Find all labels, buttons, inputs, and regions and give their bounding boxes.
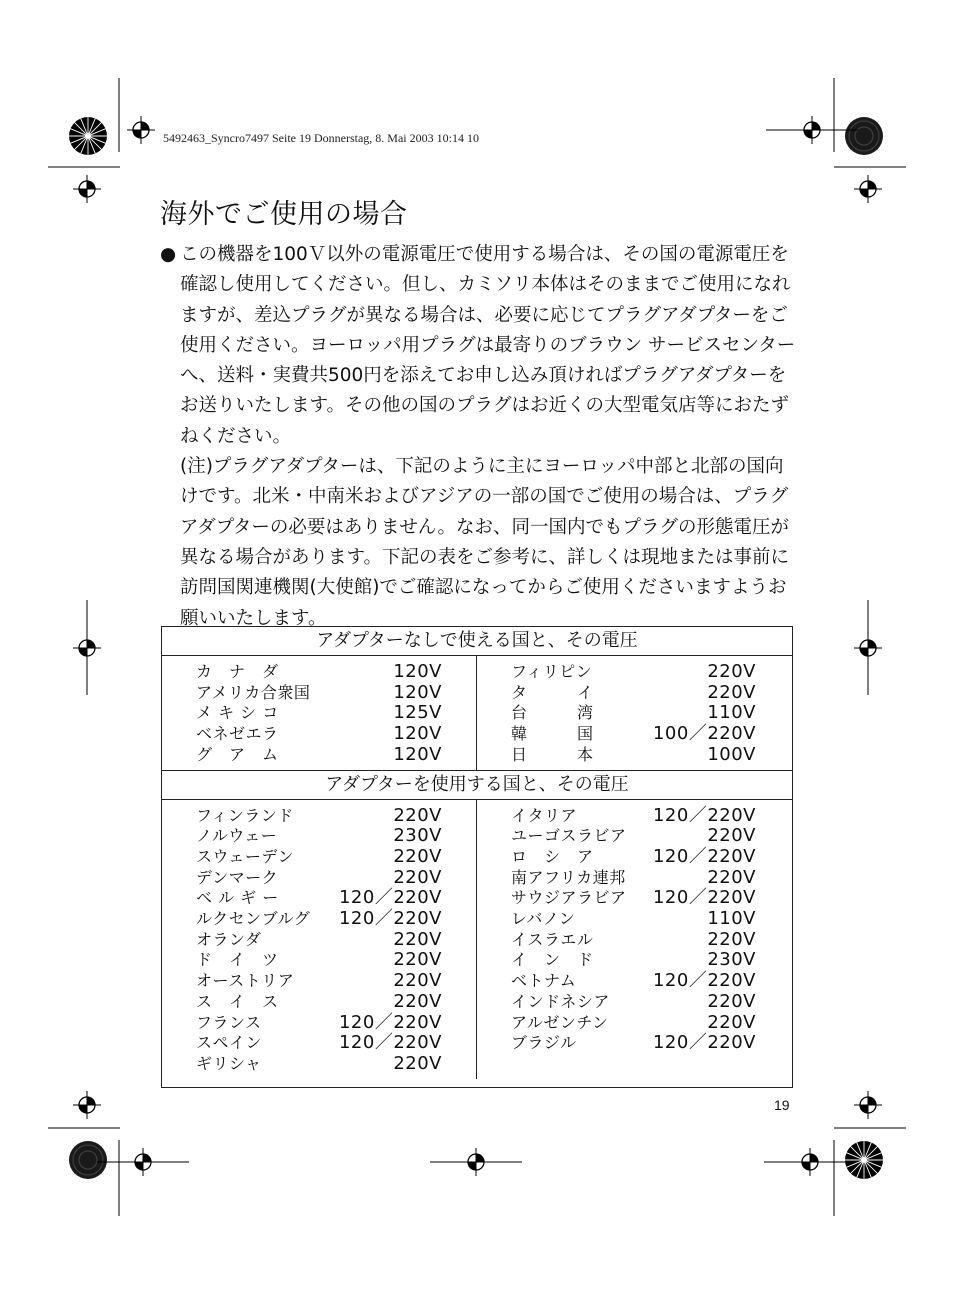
country-name: ド イ ツ (196, 950, 279, 970)
country-name: アメリカ合衆国 (196, 682, 311, 702)
table-row (162, 950, 476, 971)
table-row (477, 868, 792, 889)
voltage-value: 120／220V (652, 887, 756, 909)
voltage-value: 120V (393, 743, 442, 765)
table-row (477, 662, 792, 683)
country-name: ギリシャ (196, 1053, 262, 1073)
country-name: 台 湾 (511, 703, 594, 723)
voltage-value: 120／220V (652, 970, 756, 992)
page-title: 海外でご使用の場合 (160, 199, 408, 230)
voltage-value: 230V (393, 825, 442, 847)
print-header-line: 5492463_Syncro7497 Seite 19 Donnerstag, 8. Mai 2003 10:14 10 (163, 131, 479, 145)
column-right (477, 656, 792, 770)
voltage-value: 120／220V (652, 1032, 756, 1054)
table-row (162, 930, 476, 951)
country-name: イタリア (511, 805, 578, 825)
table-row (162, 703, 476, 724)
table-row (162, 1033, 476, 1054)
country-name: ベ ル ギ ー (196, 888, 279, 908)
table-row (477, 888, 792, 909)
column-right (477, 800, 792, 1079)
voltage-value: 230V (707, 949, 756, 971)
table-row (162, 724, 476, 745)
voltage-value: 220V (393, 949, 442, 971)
voltage-value: 220V (707, 681, 756, 703)
country-name: アルゼンチン (511, 1012, 609, 1032)
table-row (162, 683, 476, 704)
table-row (162, 662, 476, 683)
table-row (477, 909, 792, 930)
country-name: インドネシア (511, 991, 610, 1011)
country-name: サウジアラビア (511, 888, 627, 908)
voltage-value: 220V (707, 990, 756, 1012)
section-with-adapter (162, 800, 792, 1079)
voltage-value: 120／220V (338, 908, 442, 930)
table-row (477, 950, 792, 971)
table-row (162, 909, 476, 930)
table-row (477, 683, 792, 704)
paragraph-note (160, 452, 800, 634)
country-name: イスラエル (511, 929, 594, 949)
table-row (477, 745, 792, 766)
voltage-value: 220V (707, 928, 756, 950)
country-name: ルクセンブルグ (196, 909, 311, 929)
country-name: スペイン (196, 1033, 263, 1053)
table-row (162, 992, 476, 1013)
table-row (477, 930, 792, 951)
table-row (162, 826, 476, 847)
voltage-table (161, 626, 793, 1088)
table-row (477, 703, 792, 724)
table-row (162, 1054, 476, 1075)
column-left (162, 656, 477, 770)
voltage-value: 100／220V (652, 723, 756, 745)
voltage-value: 220V (393, 866, 442, 888)
country-name: ブラジル (511, 1033, 577, 1053)
country-name: 南アフリカ連邦 (511, 867, 626, 887)
paragraph-1-text: この機器を100Ｖ以外の電源電圧で使用する場合は、その国の電源電圧を確認し使用してください。但し、カミソリ本体はそのままでご使用になれますが、差込プラグが異なる場合は、必要に応じてプラグアダプターをご使用ください。ヨーロッパ用プラグは最寄りのブラウン サービスセンターへ、送料・実費共500円を添えてお申し込み頂ければプラグアダプターをお送りいたします。その他の国のプラグはお近くの大型電気店等におたずねください。 (180, 244, 796, 447)
country-name: カ ナ ダ (196, 662, 279, 681)
country-name: 日 本 (511, 744, 594, 764)
country-name: ユーゴスラビア (511, 826, 627, 846)
country-name: デンマーク (196, 867, 279, 887)
table-row (477, 1013, 792, 1034)
body-text (160, 240, 800, 634)
voltage-value: 120／220V (338, 887, 442, 909)
table-row (477, 806, 792, 827)
table-row (477, 724, 792, 745)
voltage-value: 220V (393, 1052, 442, 1074)
voltage-value: 110V (707, 908, 756, 930)
voltage-value: 120／220V (652, 804, 756, 826)
paragraph-usage-abroad (160, 240, 800, 452)
table-row (162, 868, 476, 889)
voltage-value: 220V (707, 866, 756, 888)
country-name: ス イ ス (196, 991, 279, 1011)
section-heading-with-adapter: アダプターを使用する国と、その電圧 (162, 771, 792, 800)
voltage-value: 220V (393, 970, 442, 992)
table-row (162, 745, 476, 766)
table-row (477, 826, 792, 847)
country-name: フィリピン (511, 662, 593, 681)
voltage-value: 220V (393, 928, 442, 950)
voltage-value: 220V (393, 990, 442, 1012)
country-name: イ ン ド (511, 950, 594, 970)
voltage-value: 120V (393, 723, 442, 745)
section-no-adapter (162, 656, 792, 771)
table-row (162, 806, 476, 827)
country-name: フランス (196, 1012, 262, 1032)
voltage-value: 100V (707, 743, 756, 765)
section-heading-no-adapter: アダプターなしで使える国と、その電圧 (162, 627, 792, 656)
country-name: レバノン (511, 909, 576, 929)
bullet-icon: ● (160, 244, 177, 265)
table-row (162, 1013, 476, 1034)
country-name: ロ シ ア (511, 846, 594, 866)
country-name: タ イ (511, 682, 594, 702)
country-name: ベトナム (511, 971, 577, 991)
voltage-value: 220V (707, 661, 756, 682)
voltage-value: 120／220V (338, 1032, 442, 1054)
country-name: メ キ シ コ (196, 703, 279, 723)
table-row (477, 971, 792, 992)
voltage-value: 120／220V (652, 845, 756, 867)
voltage-value: 120V (393, 681, 442, 703)
voltage-value: 220V (393, 804, 442, 826)
voltage-value: 125V (393, 702, 442, 724)
table-row (477, 1033, 792, 1054)
voltage-value: 220V (707, 825, 756, 847)
voltage-value: 220V (393, 845, 442, 867)
paragraph-2-text: (注)プラグアダプターは、下記のように主にヨーロッパ中部と北部の国向けです。北米・中南米およびアジアの一部の国でご使用の場合は、プラグアダプターの必要はありません。なお、同一国内でもプラグの形態電圧が異なる場合があります。下記の表をご参考に、詳しくは現地または事前に訪問国関連機関(大使館)でご確認になってからご使用くださいますようお願いいたします。 (180, 456, 790, 629)
country-name: フィンランド (196, 805, 294, 825)
page-number: 19 (774, 1097, 790, 1113)
country-name: オランダ (196, 929, 262, 949)
country-name: グ ア ム (196, 744, 279, 764)
voltage-value: 120V (393, 661, 442, 682)
column-left (162, 800, 477, 1079)
country-name: ノルウェー (196, 826, 278, 846)
table-row (162, 888, 476, 909)
country-name: オーストリア (196, 971, 295, 991)
table-row (162, 971, 476, 992)
country-name: ベネゼエラ (196, 724, 279, 744)
table-row (477, 992, 792, 1013)
table-row (162, 847, 476, 868)
table-row (477, 847, 792, 868)
voltage-value: 220V (707, 1011, 756, 1033)
country-name: 韓 国 (511, 724, 594, 744)
country-name: スウェーデン (196, 846, 295, 866)
voltage-value: 110V (707, 702, 756, 724)
voltage-value: 120／220V (338, 1011, 442, 1033)
